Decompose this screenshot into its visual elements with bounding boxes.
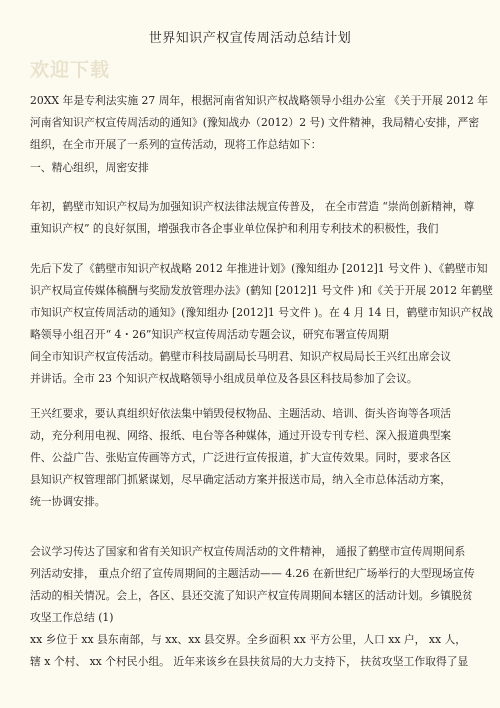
paragraph-intro — [30, 90, 489, 156]
text-line: 先后下发了《鹤壁市知识产权战略 2012 年推进计划》(豫知组办 [2012]1 号文件 )、《鹤壁市知 — [30, 262, 488, 275]
text-line: 辖 x 个村、 xx 个村民小组。 近年来该乡在县扶贫局的大力支持下， 扶贫攻坚工作取得了显 — [30, 655, 469, 668]
text-line: 年初，鹤壁市知识产权局为加强知识产权法律法规宣传普及， 在全市营造 “崇尚创新精神，尊 — [30, 200, 475, 213]
paragraph-conference — [30, 541, 475, 629]
heading-line: 一、精心组织，周密安排 — [30, 161, 149, 174]
text-line: 会议学习传达了国家和省有关知识产权宣传周活动的文件精神， 通报了鹤壁市宣传周期间系 — [30, 545, 466, 558]
document-title: 世界知识产权宣传周活动总结计划 — [148, 31, 352, 46]
text-line: 市知识产权宣传周活动的通知》(豫知组办 [2012]1 号文件 )。在 4 月 14 日，鹤壁市知识产权战 — [30, 306, 493, 319]
text-line: 县知识产权管理部门抓紧谋划，尽早确定活动方案并报送市局，纳入全市总体活动方案， — [30, 473, 452, 486]
text-line: 河南省知识产权宣传周活动的通知》(豫知战办（2012）2 号) 文件精神，我局精心安排，严密 — [30, 116, 480, 129]
text-line: 组织，在全市开展了一系列的宣传活动，现将工作总结如下： — [30, 138, 322, 151]
text-line: 统一协调安排。 — [30, 495, 106, 508]
text-line: 间全市知识产权宣传活动。鹤壁市科技局副局长马明君、知识产权局局长王兴红出席会议 — [30, 350, 452, 363]
text-line: 重知识产权” 的良好氛围，增强我市各企事业单位保护和利用专利技术的积极性，我们 — [30, 222, 439, 235]
text-line: xx 乡位于 xx 县东南部，与 xx、xx 县交界。全乡面积 xx 平方公里，人口 xx 户， xx 人， — [30, 633, 467, 646]
text-line: 略领导小组召开“ 4・26”知识产权宣传周活动专题会议，研究布署宣传周期 — [30, 328, 389, 341]
text-line: 攻坚工作总结 (1) — [30, 611, 114, 624]
section-heading — [30, 157, 472, 179]
paragraph-meeting — [30, 346, 472, 390]
watermark-text: 欢迎下载 — [30, 59, 111, 81]
text-line: 20XX 年是专利法实施 27 周年，根据河南省知识产权战略领导小组办公室 《关于开展 2012 年 — [30, 94, 489, 107]
text-line: 列活动安排， 重点介绍了宣传周期间的主题活动—— 4.26 在新世纪广场举行的大型现场宣传 — [30, 567, 475, 580]
paragraph-documents — [30, 258, 493, 346]
text-line: 件、公益广告、张贴宣传画等方式，广泛进行宣传报道，扩大宣传效果。同时，要求各区 — [30, 451, 452, 464]
text-line: 识产权局宣传媒体稿酬与奖励发放管理办法》(鹤知 [2012]1 号文件 )和《关于开展 2012 年鹤壁 — [30, 284, 493, 297]
paragraph-requirements — [30, 403, 472, 513]
text-line: 动，充分利用电视、网络、报纸、电台等各种媒体，通过开设专刊专栏、深入报道典型案 — [30, 429, 452, 442]
text-line: 王兴红要求，要认真组织好依法集中销毁侵权物品、主题活动、培训、街头咨询等各项活 — [30, 407, 452, 420]
text-line: 活动的相关情况。会上，各区、县还交流了知识产权宣传周期间本辖区的活动计划。乡镇脱贫 — [30, 589, 473, 602]
paragraph-township — [30, 629, 472, 673]
text-line: 并讲话。全市 23 个知识产权战略领导小组成员单位及各县区科技局参加了会议。 — [30, 372, 418, 385]
paragraph-early-year — [30, 196, 475, 240]
